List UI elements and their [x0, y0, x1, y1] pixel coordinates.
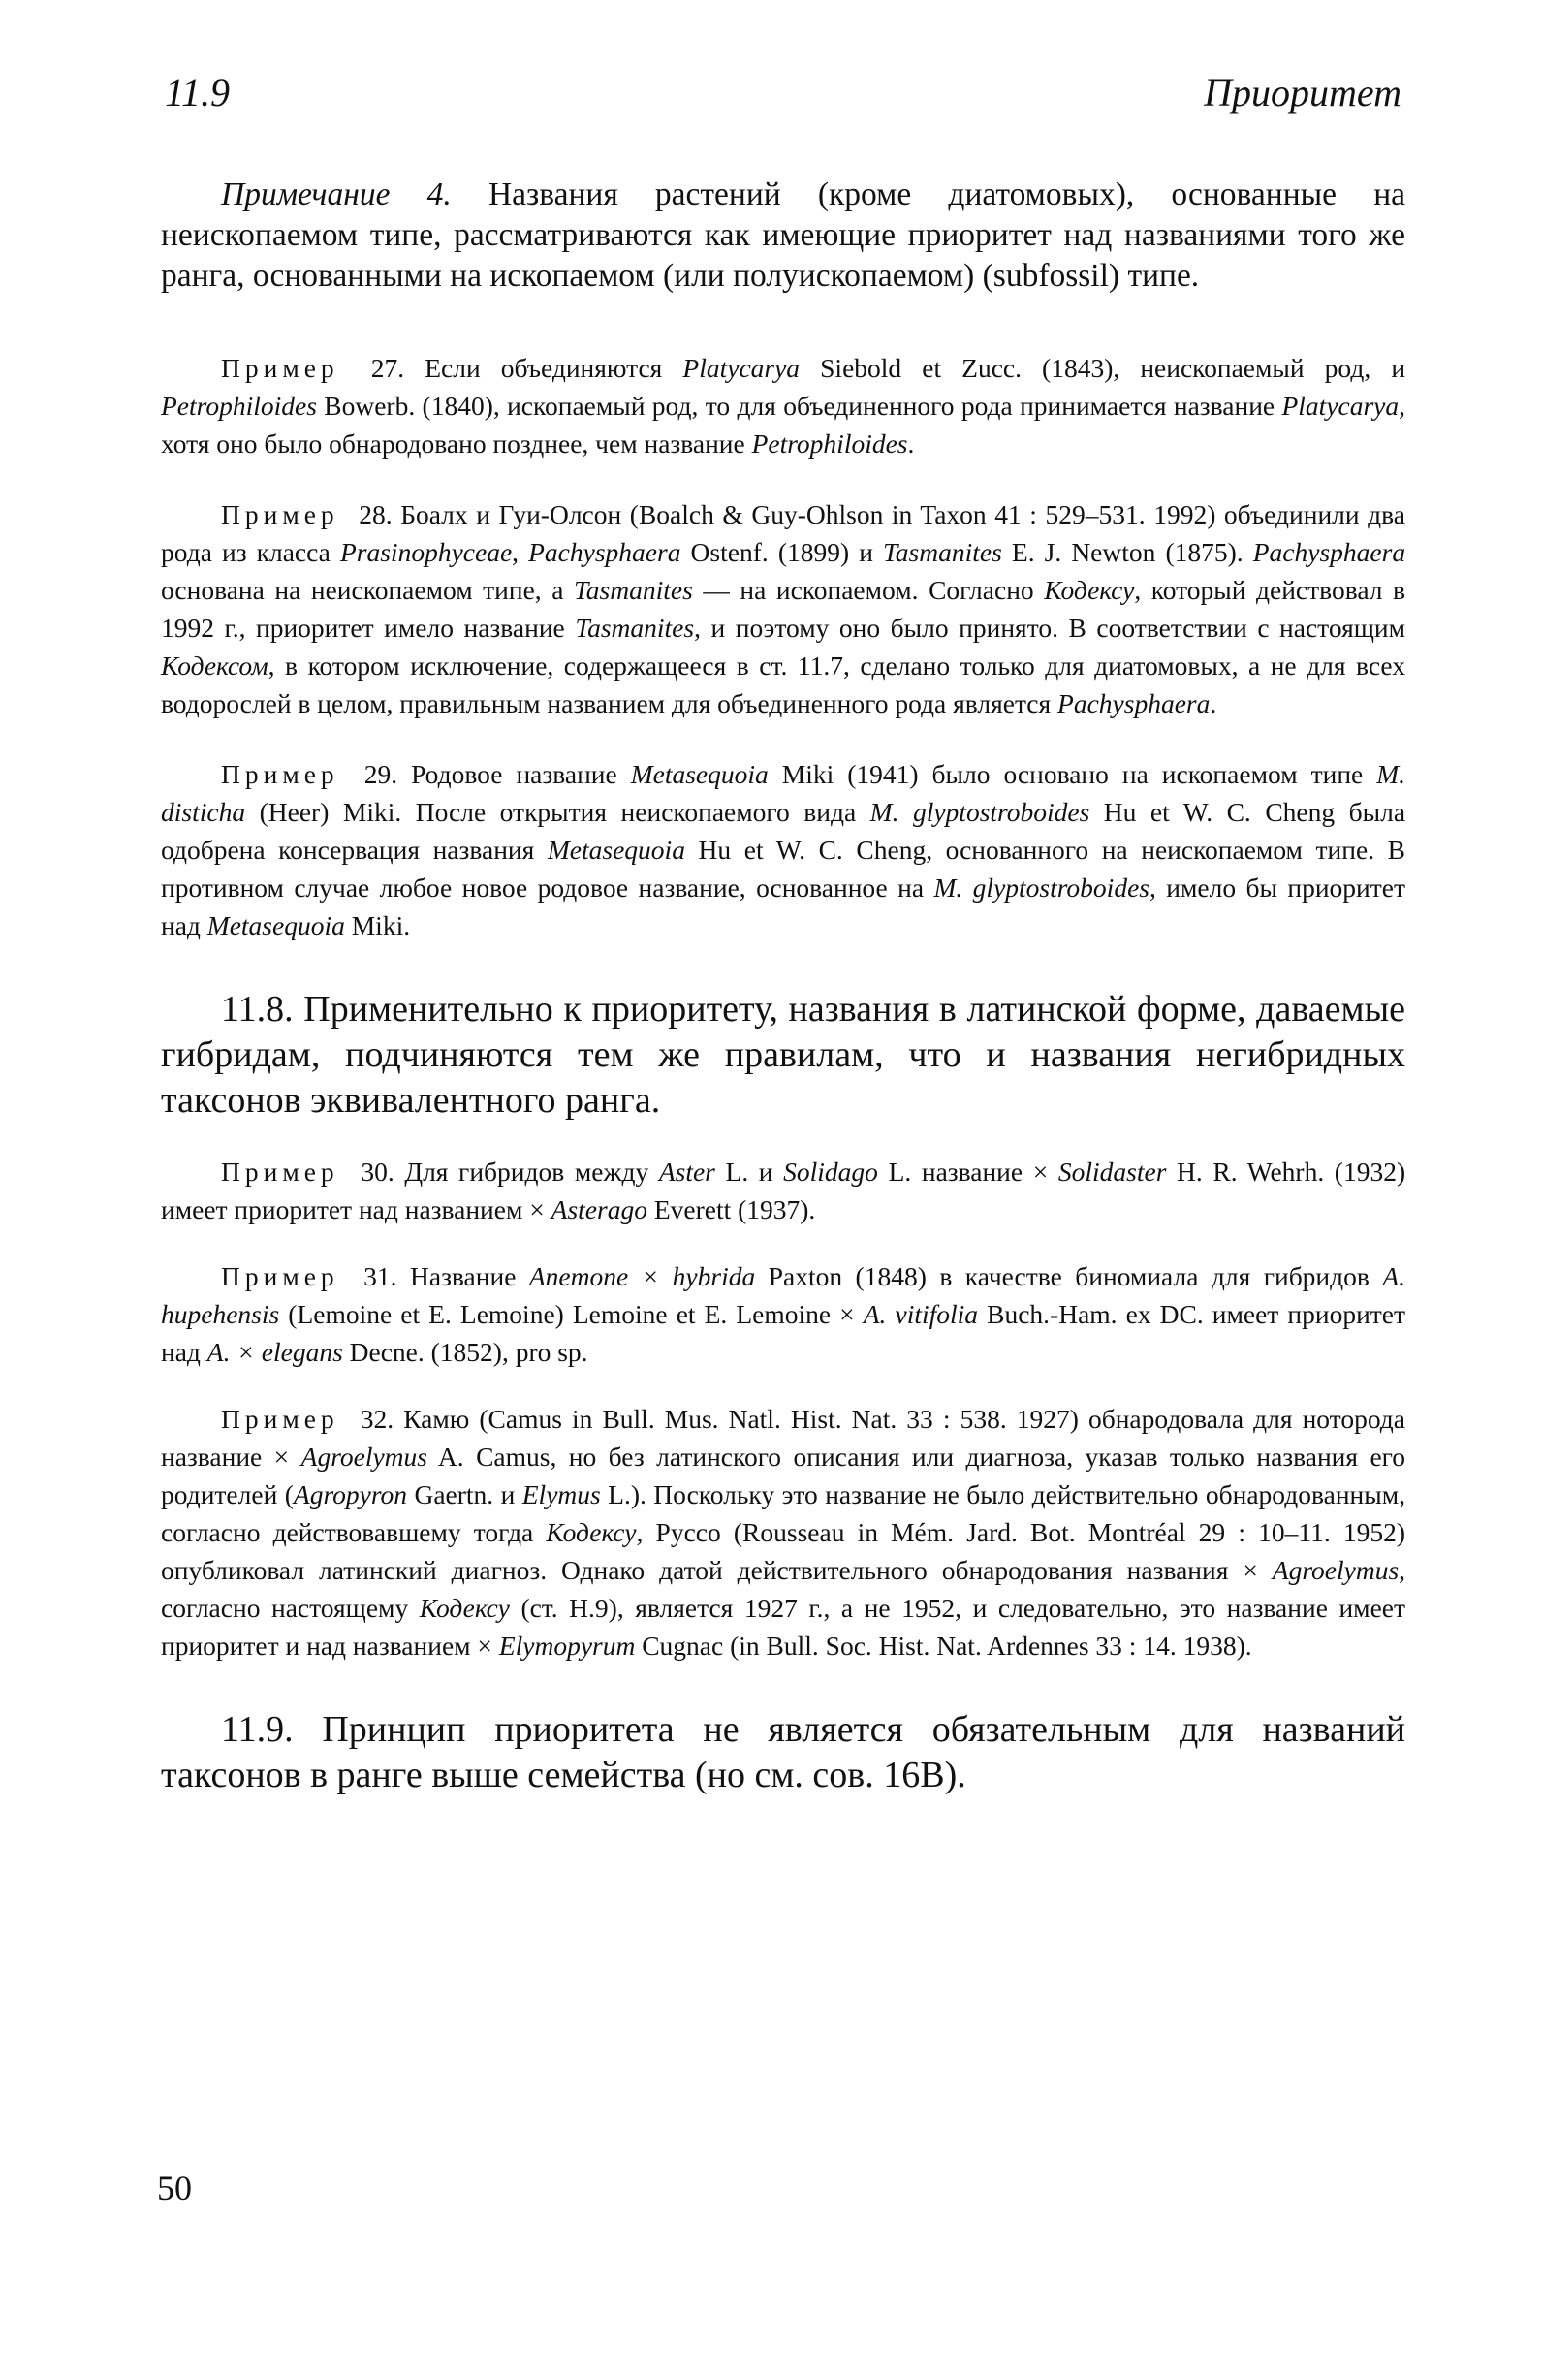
page-body — [161, 175, 1405, 1798]
example-label: Пример — [221, 759, 339, 789]
example-label: Пример — [221, 1404, 339, 1434]
example-label: Пример — [221, 353, 339, 383]
running-head-section: 11.9 — [165, 71, 231, 114]
example-31: Пример 31. Название Anemone × hybrida Paxton (1848) в качестве биномиала для гибридов A. hupehensis (Lemoine et E. Lemoine) Lemoine et E. Lemoine × A. vitifolia Buch.-Ham. ex DC. имеет приоритет над A. × elegans Decne. (1852), pro sp. — [161, 1261, 1406, 1367]
rule-11-8: 11.8. Применительно к приоритету, названия в латинской форме, даваемые гибридам, подчиняются тем же правилам, что и названия негибридных таксонов эквивалентного ранга. — [161, 989, 1405, 1121]
note-text: Названия растений (кроме диатомовых), основанные на неископаемом типе, рассматриваются как имеющие приоритет над названиями того же ранга, основанными на ископаемом (или полуископаемом) (subfossil) типе. — [161, 176, 1405, 294]
example-32: Пример 32. Камю (Camus in Bull. Mus. Natl. Hist. Nat. 33 : 538. 1927) обнародовала для ноторода название × Agroelymus A. Camus, но без латинского описания или диагноза, указав только названия его родителей (Agropyron Gaertn. и Elymus L.). Поскольку это название не было действительно обнародованным, согласно действовавшему тогда Кодексу, Руссо (Rousseau in Mém. Jard. Bot. Montréal 29 : 10–11. 1952) опубликовал латинский диагноз. Однако датой действительного обнародования названия × Agroelymus, согласно настоящему Кодексу (ст. H.9), является 1927 г., а не 1952, и следовательно, это название имеет приоритет и над названием × Elymopyrum Cugnac (in Bull. Soc. Hist. Nat. Ardennes 33 : 14. 1938). — [161, 1404, 1406, 1661]
example-27: Пример 27. Если объединяются Platycarya Siebold et Zucc. (1843), неископаемый род, и Petrophiloides Bowerb. (1840), ископаемый род, то для объединенного рода принимается название Platycarya, хотя оно было обнародовано позднее, чем название Petrophiloides. — [161, 353, 1406, 459]
note-label: Примечание 4. — [221, 176, 452, 212]
example-label: Пример — [221, 1157, 339, 1187]
example-29: Пример 29. Родовое название Metasequoia Miki (1941) было основано на ископаемом типе M. disticha (Heer) Miki. После открытия неископаемого вида M. glyptostroboides Hu et W. C. Cheng была одобрена консервация названия Metasequoia Hu et W. C. Cheng, основанного на неископаемом типе. В противном случае любое новое родовое название, основанное на M. glyptostroboides, имело бы приоритет над Metasequoia Miki. — [161, 759, 1406, 940]
example-30: Пример 30. Для гибридов между Aster L. и Solidago L. название × Solidaster H. R. Wehrh. (1932) имеет приоритет над названием × Asterago Everett (1937). — [161, 1157, 1406, 1224]
example-label: Пример — [221, 1261, 339, 1291]
rule-11-9: 11.9. Принцип приоритета не является обязательным для названий таксонов в ранге выше семейства (но см. сов. 16B). — [161, 1709, 1405, 1795]
example-label: Пример — [221, 499, 339, 529]
page-number: 50 — [157, 2169, 192, 2207]
example-28: Пример 28. Боалх и Гуи-Олсон (Boalch & Guy-Ohlson in Taxon 41 : 529–531. 1992) объединили два рода из класса Prasinophyceae, Pachysphaera Ostenf. (1899) и Tasmanites E. J. Newton (1875). Pachysphaera основана на неископаемом типе, а Tasmanites — на ископаемом. Согласно Кодексу, который действовал в 1992 г., приоритет имело название Tasmanites, и поэтому оно было принято. В соответствии с настоящим Кодексом, в котором исключение, содержащееся в ст. 11.7, сделано только для диатомовых, а не для всех водорослей в целом, правильным названием для объединенного рода является Pachysphaera. — [161, 499, 1406, 718]
note-4 — [161, 175, 1405, 297]
running-head-title: Приоритет — [1204, 71, 1401, 114]
